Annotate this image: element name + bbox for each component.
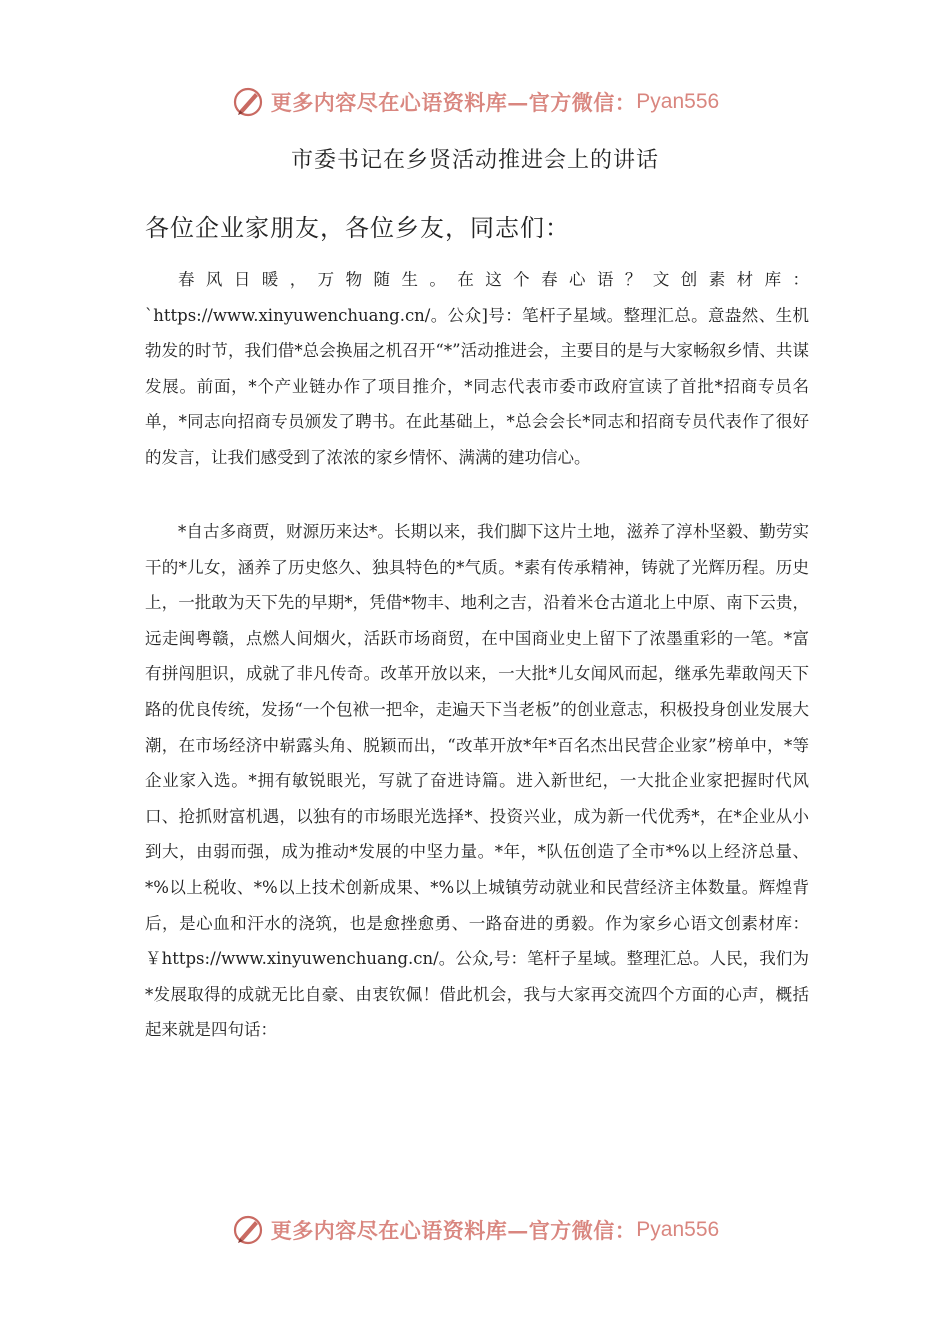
footer-banner xyxy=(0,1210,950,1250)
document-title: 市委书记在乡贤活动推进会上的讲话 xyxy=(290,148,659,173)
banner-text: 更多内容尽在心语资料库—官方微信： xyxy=(270,1218,637,1243)
pen-circle-logo-icon xyxy=(231,85,265,119)
paragraph-1 xyxy=(145,262,809,476)
banner-wechat-id: Pyan556 xyxy=(636,90,720,113)
paragraph-2 xyxy=(145,514,809,1048)
header-banner xyxy=(0,82,950,122)
banner-text: 更多内容尽在心语资料库—官方微信： xyxy=(270,90,637,115)
salutation: 各位企业家朋友，各位乡友，同志们： xyxy=(145,214,570,242)
paragraph-text: *自古多商贾，财源历来达*。长期以来，我们脚下这片土地，滋养了淳朴坚毅、勤劳实干的*儿女，涵养了历史悠久、独具特色的*气质。*素有传承精神，铸就了光辉历程。历史上，一批敢为天下先的早期*，凭借*物丰、地利之吉，沿着米仓古道北上中原、南下云贵，远走闽粤赣，点燃人间烟火，活跃市场商贸，在中国商业史上留下了浓墨重彩的一笔。*富有拼闯胆识，成就了非凡传奇。改革开放以来，一大批*儿女闻风而起，继承先辈敢闯天下路的优良传统，发扬“一个包袱一把伞，走遍天下当老板”的创业意志，积极投身创业发展大潮，在市场经济中崭露头角、脱颖而出，“改革开放*年*百名杰出民营企业家”榜单中，*等企业家入选。*拥有敏锐眼光，写就了奋进诗篇。进入新世纪，一大批企业家把握时代风口、抢抓财富机遇，以独有的市场眼光选择*、投资兴业，成为新一代优秀*，在*企业从小到大，由弱而强，成为推动*发展的中坚力量。*年，*队伍创造了全市*%以上经济总量、*%以上税收、*%以上技术创新成果、*%以上城镇劳动就业和民营经济主体数量。辉煌背后，是心血和汗水的浇筑，也是愈挫愈勇、一路奋进的勇毅。作为家乡心语文创素材库：￥https://www.xinyuwenchuang.cn/。公众,号：笔杆子星域。整理汇总。人民，我们为*发展取得的成就无比自豪、由衷钦佩！借此机会，我与大家再交流四个方面的心声，概括起来就是四句话： xyxy=(145,522,809,1040)
pen-circle-logo-icon xyxy=(231,1213,265,1247)
paragraph-text: 春风日暖，万物随生。在这个春心语？文创素材库：`https://www.xinyuwenchuang.cn/。公众]号：笔杆子星域。整理汇总。意盎然、生机勃发的时节，我们借*总会换届之机召开“*”活动推进会，主要目的是与大家畅叙乡情、共谋发展。前面，*个产业链办作了项目推介，*同志代表市委市政府宣读了首批*招商专员名单，*同志向招商专员颁发了聘书。在此基础上，*总会会长*同志和招商专员代表作了很好的发言，让我们感受到了浓浓的家乡情怀、满满的建功信心。 xyxy=(145,270,809,467)
banner-wechat-id: Pyan556 xyxy=(636,1218,720,1241)
